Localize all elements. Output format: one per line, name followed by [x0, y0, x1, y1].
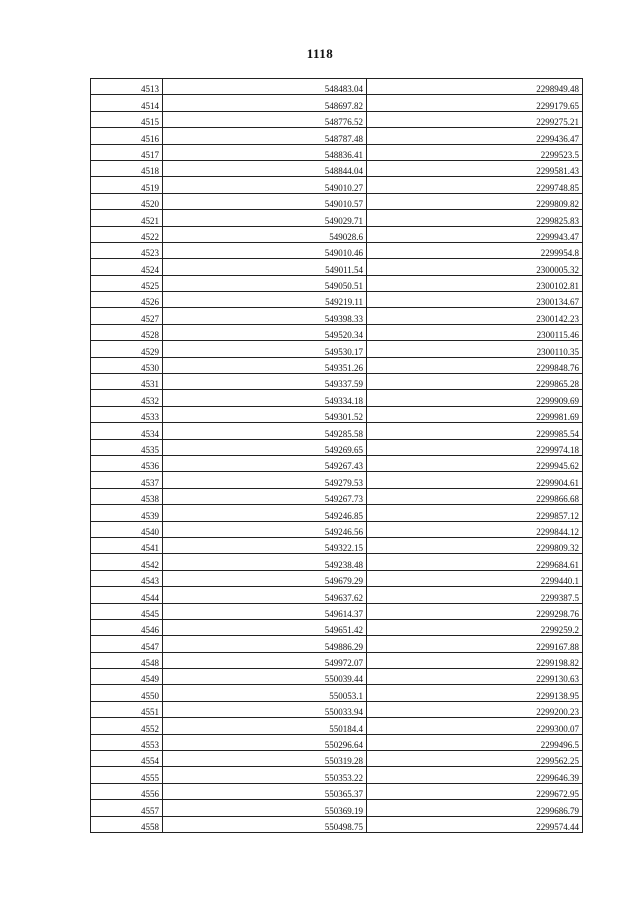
point-number-cell: 4524 — [91, 259, 163, 275]
table-row — [91, 521, 583, 537]
point-number-cell: 4526 — [91, 292, 163, 308]
x-coordinate-cell: 548776.52 — [163, 111, 367, 127]
point-number-cell: 4513 — [91, 79, 163, 95]
y-coordinate-cell: 2299857.12 — [367, 505, 583, 521]
y-coordinate-cell: 2299866.68 — [367, 488, 583, 504]
table-row — [91, 505, 583, 521]
point-number-cell: 4547 — [91, 636, 163, 652]
table-row — [91, 619, 583, 635]
y-coordinate-cell: 2299809.32 — [367, 537, 583, 553]
y-coordinate-cell: 2299574.44 — [367, 816, 583, 832]
y-coordinate-cell: 2300005.32 — [367, 259, 583, 275]
point-number-cell: 4558 — [91, 816, 163, 832]
table-row — [91, 718, 583, 734]
y-coordinate-cell: 2299954.8 — [367, 242, 583, 258]
x-coordinate-cell: 549010.27 — [163, 177, 367, 193]
y-coordinate-cell: 2299904.61 — [367, 472, 583, 488]
point-number-cell: 4551 — [91, 701, 163, 717]
table-row — [91, 95, 583, 111]
x-coordinate-cell: 549322.15 — [163, 537, 367, 553]
x-coordinate-cell: 549614.37 — [163, 603, 367, 619]
point-number-cell: 4543 — [91, 570, 163, 586]
y-coordinate-cell: 2298949.48 — [367, 79, 583, 95]
table-row — [91, 259, 583, 275]
point-number-cell: 4530 — [91, 357, 163, 373]
y-coordinate-cell: 2299440.1 — [367, 570, 583, 586]
table-row — [91, 324, 583, 340]
point-number-cell: 4532 — [91, 390, 163, 406]
point-number-cell: 4531 — [91, 374, 163, 390]
x-coordinate-cell: 549520.34 — [163, 324, 367, 340]
x-coordinate-cell: 548836.41 — [163, 144, 367, 160]
x-coordinate-cell: 550053.1 — [163, 685, 367, 701]
point-number-cell: 4544 — [91, 587, 163, 603]
x-coordinate-cell: 549637.62 — [163, 587, 367, 603]
table-row — [91, 308, 583, 324]
table-row — [91, 455, 583, 471]
y-coordinate-cell: 2300134.67 — [367, 292, 583, 308]
x-coordinate-cell: 549530.17 — [163, 341, 367, 357]
y-coordinate-cell: 2300115.46 — [367, 324, 583, 340]
y-coordinate-cell: 2299909.69 — [367, 390, 583, 406]
y-coordinate-cell: 2299562.25 — [367, 751, 583, 767]
x-coordinate-cell: 549351.26 — [163, 357, 367, 373]
y-coordinate-cell: 2300102.81 — [367, 275, 583, 291]
point-number-cell: 4550 — [91, 685, 163, 701]
point-number-cell: 4546 — [91, 619, 163, 635]
table-row — [91, 488, 583, 504]
table-row — [91, 816, 583, 832]
x-coordinate-cell: 549029.71 — [163, 210, 367, 226]
table-row — [91, 537, 583, 553]
table-row — [91, 374, 583, 390]
y-coordinate-cell: 2299130.63 — [367, 669, 583, 685]
x-coordinate-cell: 550296.64 — [163, 734, 367, 750]
y-coordinate-cell: 2299974.18 — [367, 439, 583, 455]
y-coordinate-cell: 2299684.61 — [367, 554, 583, 570]
page-number: 1118 — [306, 46, 334, 61]
y-coordinate-cell: 2299259.2 — [367, 619, 583, 635]
point-number-cell: 4557 — [91, 800, 163, 816]
point-number-cell: 4539 — [91, 505, 163, 521]
y-coordinate-cell: 2299672.95 — [367, 783, 583, 799]
table-row — [91, 292, 583, 308]
y-coordinate-cell: 2299496.5 — [367, 734, 583, 750]
point-number-cell: 4545 — [91, 603, 163, 619]
point-number-cell: 4536 — [91, 455, 163, 471]
table-row — [91, 652, 583, 668]
point-number-cell: 4556 — [91, 783, 163, 799]
table-row — [91, 210, 583, 226]
table-row — [91, 160, 583, 176]
point-number-cell: 4525 — [91, 275, 163, 291]
x-coordinate-cell: 549267.73 — [163, 488, 367, 504]
table-row — [91, 111, 583, 127]
x-coordinate-cell: 548787.48 — [163, 128, 367, 144]
point-number-cell: 4541 — [91, 537, 163, 553]
x-coordinate-cell: 549337.59 — [163, 374, 367, 390]
y-coordinate-cell: 2299581.43 — [367, 160, 583, 176]
x-coordinate-cell: 549246.85 — [163, 505, 367, 521]
x-coordinate-cell: 548844.04 — [163, 160, 367, 176]
table-row — [91, 79, 583, 95]
x-coordinate-cell: 550365.37 — [163, 783, 367, 799]
x-coordinate-cell: 550353.22 — [163, 767, 367, 783]
table-row — [91, 193, 583, 209]
point-number-cell: 4521 — [91, 210, 163, 226]
y-coordinate-cell: 2299809.82 — [367, 193, 583, 209]
y-coordinate-cell: 2299865.28 — [367, 374, 583, 390]
x-coordinate-cell: 549285.58 — [163, 423, 367, 439]
point-number-cell: 4523 — [91, 242, 163, 258]
point-number-cell: 4542 — [91, 554, 163, 570]
x-coordinate-cell: 549267.43 — [163, 455, 367, 471]
y-coordinate-cell: 2299848.76 — [367, 357, 583, 373]
table-row — [91, 226, 583, 242]
point-number-cell: 4538 — [91, 488, 163, 504]
x-coordinate-cell: 549246.56 — [163, 521, 367, 537]
table-row — [91, 357, 583, 373]
point-number-cell: 4515 — [91, 111, 163, 127]
y-coordinate-cell: 2299200.23 — [367, 701, 583, 717]
table-row — [91, 783, 583, 799]
x-coordinate-cell: 549219.11 — [163, 292, 367, 308]
x-coordinate-cell: 549972.07 — [163, 652, 367, 668]
x-coordinate-cell: 548697.82 — [163, 95, 367, 111]
coordinates-table-body — [91, 79, 583, 833]
y-coordinate-cell: 2299387.5 — [367, 587, 583, 603]
y-coordinate-cell: 2299985.54 — [367, 423, 583, 439]
y-coordinate-cell: 2299523.5 — [367, 144, 583, 160]
table-row — [91, 701, 583, 717]
point-number-cell: 4528 — [91, 324, 163, 340]
table-row — [91, 177, 583, 193]
point-number-cell: 4529 — [91, 341, 163, 357]
x-coordinate-cell: 549028.6 — [163, 226, 367, 242]
x-coordinate-cell: 549334.18 — [163, 390, 367, 406]
point-number-cell: 4535 — [91, 439, 163, 455]
x-coordinate-cell: 549301.52 — [163, 406, 367, 422]
y-coordinate-cell: 2299825.83 — [367, 210, 583, 226]
table-row — [91, 341, 583, 357]
y-coordinate-cell: 2299300.07 — [367, 718, 583, 734]
point-number-cell: 4518 — [91, 160, 163, 176]
point-number-cell: 4549 — [91, 669, 163, 685]
point-number-cell: 4554 — [91, 751, 163, 767]
point-number-cell: 4540 — [91, 521, 163, 537]
table-row — [91, 800, 583, 816]
x-coordinate-cell: 549010.57 — [163, 193, 367, 209]
y-coordinate-cell: 2299436.47 — [367, 128, 583, 144]
table-row — [91, 751, 583, 767]
table-row — [91, 144, 583, 160]
x-coordinate-cell: 550184.4 — [163, 718, 367, 734]
x-coordinate-cell: 549279.53 — [163, 472, 367, 488]
point-number-cell: 4517 — [91, 144, 163, 160]
table-row — [91, 275, 583, 291]
table-row — [91, 406, 583, 422]
table-row — [91, 734, 583, 750]
point-number-cell: 4514 — [91, 95, 163, 111]
y-coordinate-cell: 2299167.88 — [367, 636, 583, 652]
y-coordinate-cell: 2299945.62 — [367, 455, 583, 471]
y-coordinate-cell: 2299981.69 — [367, 406, 583, 422]
y-coordinate-cell: 2299275.21 — [367, 111, 583, 127]
point-number-cell: 4519 — [91, 177, 163, 193]
y-coordinate-cell: 2299686.79 — [367, 800, 583, 816]
x-coordinate-cell: 549651.42 — [163, 619, 367, 635]
x-coordinate-cell: 549886.29 — [163, 636, 367, 652]
table-row — [91, 554, 583, 570]
x-coordinate-cell: 550369.19 — [163, 800, 367, 816]
table-row — [91, 439, 583, 455]
point-number-cell: 4552 — [91, 718, 163, 734]
y-coordinate-cell: 2299943.47 — [367, 226, 583, 242]
table-row — [91, 472, 583, 488]
y-coordinate-cell: 2299748.85 — [367, 177, 583, 193]
table-row — [91, 669, 583, 685]
y-coordinate-cell: 2300110.35 — [367, 341, 583, 357]
y-coordinate-cell: 2300142.23 — [367, 308, 583, 324]
x-coordinate-cell: 549010.46 — [163, 242, 367, 258]
y-coordinate-cell: 2299298.76 — [367, 603, 583, 619]
x-coordinate-cell: 548483.04 — [163, 79, 367, 95]
point-number-cell: 4522 — [91, 226, 163, 242]
table-row — [91, 603, 583, 619]
y-coordinate-cell: 2299198.82 — [367, 652, 583, 668]
x-coordinate-cell: 549679.29 — [163, 570, 367, 586]
x-coordinate-cell: 550319.28 — [163, 751, 367, 767]
y-coordinate-cell: 2299138.95 — [367, 685, 583, 701]
x-coordinate-cell: 549398.33 — [163, 308, 367, 324]
point-number-cell: 4537 — [91, 472, 163, 488]
table-row — [91, 587, 583, 603]
table-row — [91, 128, 583, 144]
coordinates-table — [90, 78, 583, 833]
table-row — [91, 570, 583, 586]
table-row — [91, 242, 583, 258]
y-coordinate-cell: 2299844.12 — [367, 521, 583, 537]
x-coordinate-cell: 549011.54 — [163, 259, 367, 275]
point-number-cell: 4553 — [91, 734, 163, 750]
x-coordinate-cell: 549269.65 — [163, 439, 367, 455]
table-row — [91, 767, 583, 783]
point-number-cell: 4516 — [91, 128, 163, 144]
point-number-cell: 4534 — [91, 423, 163, 439]
point-number-cell: 4548 — [91, 652, 163, 668]
y-coordinate-cell: 2299646.39 — [367, 767, 583, 783]
x-coordinate-cell: 549050.51 — [163, 275, 367, 291]
y-coordinate-cell: 2299179.65 — [367, 95, 583, 111]
point-number-cell: 4533 — [91, 406, 163, 422]
table-row — [91, 685, 583, 701]
table-row — [91, 636, 583, 652]
table-row — [91, 423, 583, 439]
x-coordinate-cell: 549238.48 — [163, 554, 367, 570]
table-row — [91, 390, 583, 406]
point-number-cell: 4555 — [91, 767, 163, 783]
x-coordinate-cell: 550033.94 — [163, 701, 367, 717]
x-coordinate-cell: 550498.75 — [163, 816, 367, 832]
x-coordinate-cell: 550039.44 — [163, 669, 367, 685]
point-number-cell: 4520 — [91, 193, 163, 209]
point-number-cell: 4527 — [91, 308, 163, 324]
